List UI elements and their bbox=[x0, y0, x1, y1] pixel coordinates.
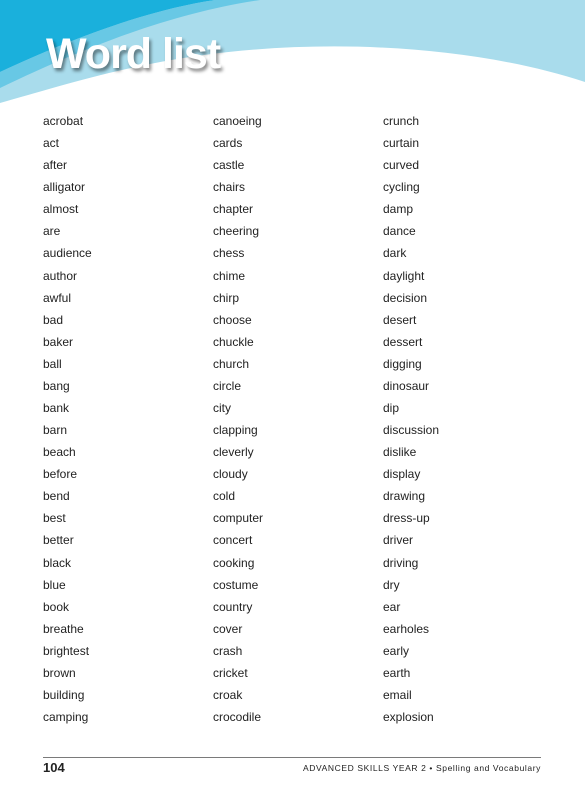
word-list-item: chuckle bbox=[213, 334, 254, 349]
word-list-item: earth bbox=[383, 665, 411, 680]
word-list-item: author bbox=[43, 268, 78, 283]
word-list-item: dark bbox=[383, 246, 407, 261]
word-list-item: are bbox=[43, 224, 61, 239]
word-list-item: discussion bbox=[383, 423, 440, 438]
word-list-item: chairs bbox=[213, 180, 246, 195]
word-list-item: chapter bbox=[213, 202, 254, 217]
word-list-item: after bbox=[43, 158, 68, 173]
word-list-item: chime bbox=[213, 268, 246, 283]
word-list-item: curtain bbox=[383, 136, 420, 151]
word-list-item: chirp bbox=[213, 290, 240, 305]
word-column-2 bbox=[213, 110, 263, 728]
word-list-item: act bbox=[43, 136, 60, 151]
word-list-item: clapping bbox=[213, 423, 258, 438]
footer-divider bbox=[43, 757, 541, 758]
word-list-item: barn bbox=[43, 423, 68, 438]
word-list-item: early bbox=[383, 643, 410, 658]
word-list-item: black bbox=[43, 555, 72, 570]
word-list-item: choose bbox=[213, 312, 252, 327]
page-title: Word list bbox=[46, 30, 221, 78]
word-list-item: concert bbox=[213, 533, 253, 548]
footer-book-info bbox=[303, 763, 541, 773]
word-list-item: cards bbox=[213, 136, 243, 151]
word-list-item: dislike bbox=[383, 445, 417, 460]
word-list-item: book bbox=[43, 599, 70, 614]
word-list-item: drawing bbox=[383, 489, 426, 504]
footer-book-title: ADVANCED SKILLS YEAR 2 bbox=[302, 763, 427, 773]
word-list-item: cheering bbox=[213, 224, 260, 239]
word-list-item: computer bbox=[213, 511, 264, 526]
word-list-item: circle bbox=[213, 378, 242, 393]
word-list-item: damp bbox=[383, 202, 414, 217]
word-list-item: dance bbox=[383, 224, 416, 239]
word-list-item: crunch bbox=[383, 114, 420, 128]
word-list-item: alligator bbox=[43, 180, 86, 195]
word-list-item: bad bbox=[43, 312, 64, 327]
word-list-item: almost bbox=[43, 202, 79, 217]
word-list-item: better bbox=[43, 533, 74, 548]
word-list-item: cricket bbox=[213, 665, 248, 680]
word-list-item: cloudy bbox=[213, 467, 248, 482]
word-list-item: digging bbox=[383, 356, 422, 371]
word-list-item: bang bbox=[43, 378, 70, 393]
word-list-item: desert bbox=[383, 312, 417, 327]
header-banner bbox=[0, 0, 585, 110]
word-list-item: city bbox=[213, 401, 231, 416]
word-list-item: dry bbox=[383, 577, 400, 592]
word-list-item: brightest bbox=[43, 643, 90, 658]
word-list-item: acrobat bbox=[43, 114, 84, 128]
word-column-3 bbox=[383, 110, 439, 728]
word-list-item: country bbox=[213, 599, 253, 614]
word-list-item: building bbox=[43, 688, 85, 703]
word-list-item: costume bbox=[213, 577, 259, 592]
word-list-item: dress-up bbox=[383, 511, 430, 526]
word-list-item: daylight bbox=[383, 268, 425, 283]
word-list-item: best bbox=[43, 511, 66, 526]
word-list-item: awful bbox=[43, 290, 72, 305]
word-list-item: bend bbox=[43, 489, 70, 504]
word-list-item: brown bbox=[43, 665, 76, 680]
word-list-item: canoeing bbox=[213, 114, 262, 128]
word-list-item: camping bbox=[43, 710, 89, 725]
word-list-item: crocodile bbox=[213, 710, 262, 725]
word-list-item: breathe bbox=[43, 621, 84, 636]
word-list-item: cycling bbox=[383, 180, 420, 195]
word-list-item: driver bbox=[383, 533, 414, 548]
word-list-item: chess bbox=[213, 246, 245, 261]
word-list-item: decision bbox=[383, 290, 428, 305]
word-list-item: crash bbox=[213, 643, 243, 658]
word-list-item: ear bbox=[383, 599, 401, 614]
word-list-item: ball bbox=[43, 356, 62, 371]
word-list-item: baker bbox=[43, 334, 74, 349]
word-list-item: cover bbox=[213, 621, 243, 636]
word-list-item: cold bbox=[213, 489, 236, 504]
word-list-item: bank bbox=[43, 401, 70, 416]
word-list-item: beach bbox=[43, 445, 76, 460]
word-list-item: display bbox=[383, 467, 421, 482]
word-list-item: audience bbox=[43, 246, 92, 261]
word-list-item: dinosaur bbox=[383, 378, 430, 393]
word-list-item: email bbox=[383, 688, 412, 703]
word-list-item: croak bbox=[213, 688, 243, 703]
word-list-item: blue bbox=[43, 577, 66, 592]
footer-separator: • bbox=[429, 763, 433, 773]
footer-subject: Spelling and Vocabulary bbox=[435, 763, 541, 773]
word-list-item: before bbox=[43, 467, 78, 482]
word-list-item: castle bbox=[213, 158, 245, 173]
word-list-item: cooking bbox=[213, 555, 255, 570]
word-list-item: earholes bbox=[383, 621, 430, 636]
word-list-item: dessert bbox=[383, 334, 423, 349]
word-list-item: dip bbox=[383, 401, 400, 416]
page-number: 104 bbox=[43, 760, 65, 775]
word-list-item: church bbox=[213, 356, 250, 371]
word-list-item: driving bbox=[383, 555, 419, 570]
word-list-item: curved bbox=[383, 158, 420, 173]
word-list-item: explosion bbox=[383, 710, 434, 725]
word-column-1 bbox=[43, 110, 92, 728]
word-list-item: cleverly bbox=[213, 445, 254, 460]
